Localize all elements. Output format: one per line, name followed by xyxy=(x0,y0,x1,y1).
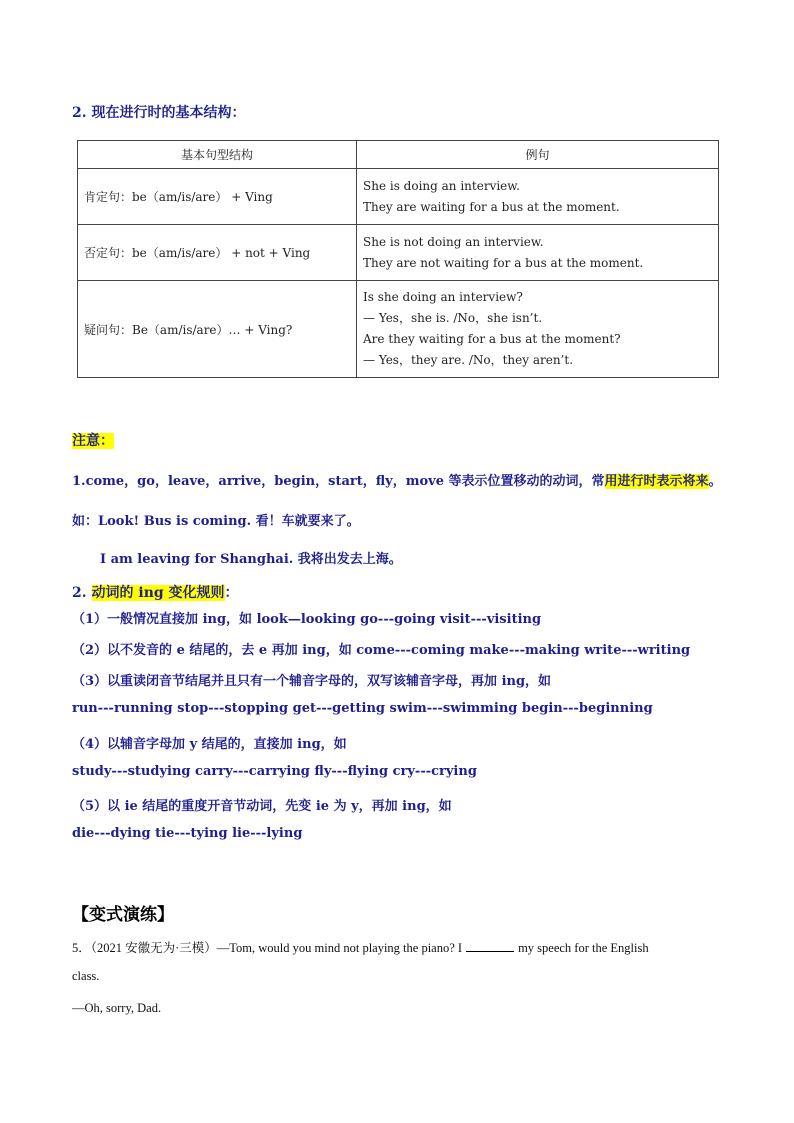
rule-line: study---studying carry---carrying fly---flying cry---crying xyxy=(72,764,477,779)
rules-title-suffix: ： xyxy=(224,585,239,601)
table-row xyxy=(78,169,719,225)
example-line: Is she doing an interview? xyxy=(363,290,523,304)
example-cell xyxy=(357,169,719,225)
table-header-example: 例句 xyxy=(357,141,719,169)
note-example: I am leaving for Shanghai. 我将出发去上海。 xyxy=(100,552,402,567)
rules-title-highlight: 动词的 ing 变化规则 xyxy=(91,585,225,601)
rule-line: （3）以重读闭音节结尾并且只有一个辅音字母的，双写该辅音字母，再加 ing，如 xyxy=(72,674,552,689)
rule-line: （2）以不发音的 e 结尾的，去 e 再加 ing，如 come---coming make---making write---writing xyxy=(72,643,691,658)
exercise-header: 【变式演练】 xyxy=(72,905,174,925)
example-line: — Yes，she is. /No，she isn’t. xyxy=(363,311,543,325)
rules-title xyxy=(72,582,239,602)
rule-line: run---running stop---stopping get---getting swim---swimming begin---beginning xyxy=(72,701,653,716)
table-row xyxy=(78,281,719,378)
grammar-table xyxy=(77,140,719,378)
note-label xyxy=(72,430,114,450)
table-header-structure: 基本句型结构 xyxy=(78,141,357,169)
answer-blank[interactable] xyxy=(466,939,514,952)
question-5 xyxy=(72,938,649,956)
example-cell xyxy=(357,225,719,281)
question-reply: —Oh, sorry, Dad. xyxy=(72,1001,162,1015)
example-line: — Yes，they are. /No，they aren’t. xyxy=(363,353,574,367)
example-line: They are waiting for a bus at the moment. xyxy=(363,199,620,214)
rules-title-prefix: 2. xyxy=(72,585,92,601)
note-line-text: 1.come，go，leave，arrive，begin，start，fly，move 等表示位置移动的动词，常 xyxy=(72,474,605,489)
example-cell xyxy=(357,281,719,378)
example-line: Are they waiting for a bus at the moment? xyxy=(363,332,621,346)
example-line: She is doing an interview. xyxy=(363,178,520,193)
rule-line: （5）以 ie 结尾的重度开音节动词，先变 ie 为 y，再加 ing，如 xyxy=(72,799,452,814)
table-header-row xyxy=(78,141,719,169)
table-row xyxy=(78,225,719,281)
example-line: She is not doing an interview. xyxy=(363,234,544,249)
note-line xyxy=(72,470,722,489)
question-text: class. xyxy=(72,969,100,983)
question-text: 5．（2021 安徽无为·三模）—Tom, would you mind not playing the piano? I xyxy=(72,941,463,955)
structure-cell: 疑问句：Be（am/is/are）… + Ving? xyxy=(78,281,357,378)
note-example: 如：Look! Bus is coming. 看！车就要来了。 xyxy=(72,514,360,529)
section-title: 2. 现在进行时的基本结构： xyxy=(72,105,246,121)
note-label-text: 注意： xyxy=(72,433,114,449)
note-line-end: 。 xyxy=(708,474,722,489)
question-text: my speech for the English xyxy=(518,941,649,955)
rule-line: die---dying tie---tying lie---lying xyxy=(72,826,303,841)
note-highlight: 用进行时表示将来 xyxy=(604,474,709,489)
rule-line: （1）一般情况直接加 ing，如 look—looking go---going visit---visiting xyxy=(72,612,542,627)
structure-cell: 否定句：be（am/is/are） + not + Ving xyxy=(78,225,357,281)
example-line: They are not waiting for a bus at the moment. xyxy=(363,255,644,270)
rule-line: （4）以辅音字母加 y 结尾的，直接加 ing，如 xyxy=(72,737,347,752)
structure-cell: 肯定句：be（am/is/are） + Ving xyxy=(78,169,357,225)
